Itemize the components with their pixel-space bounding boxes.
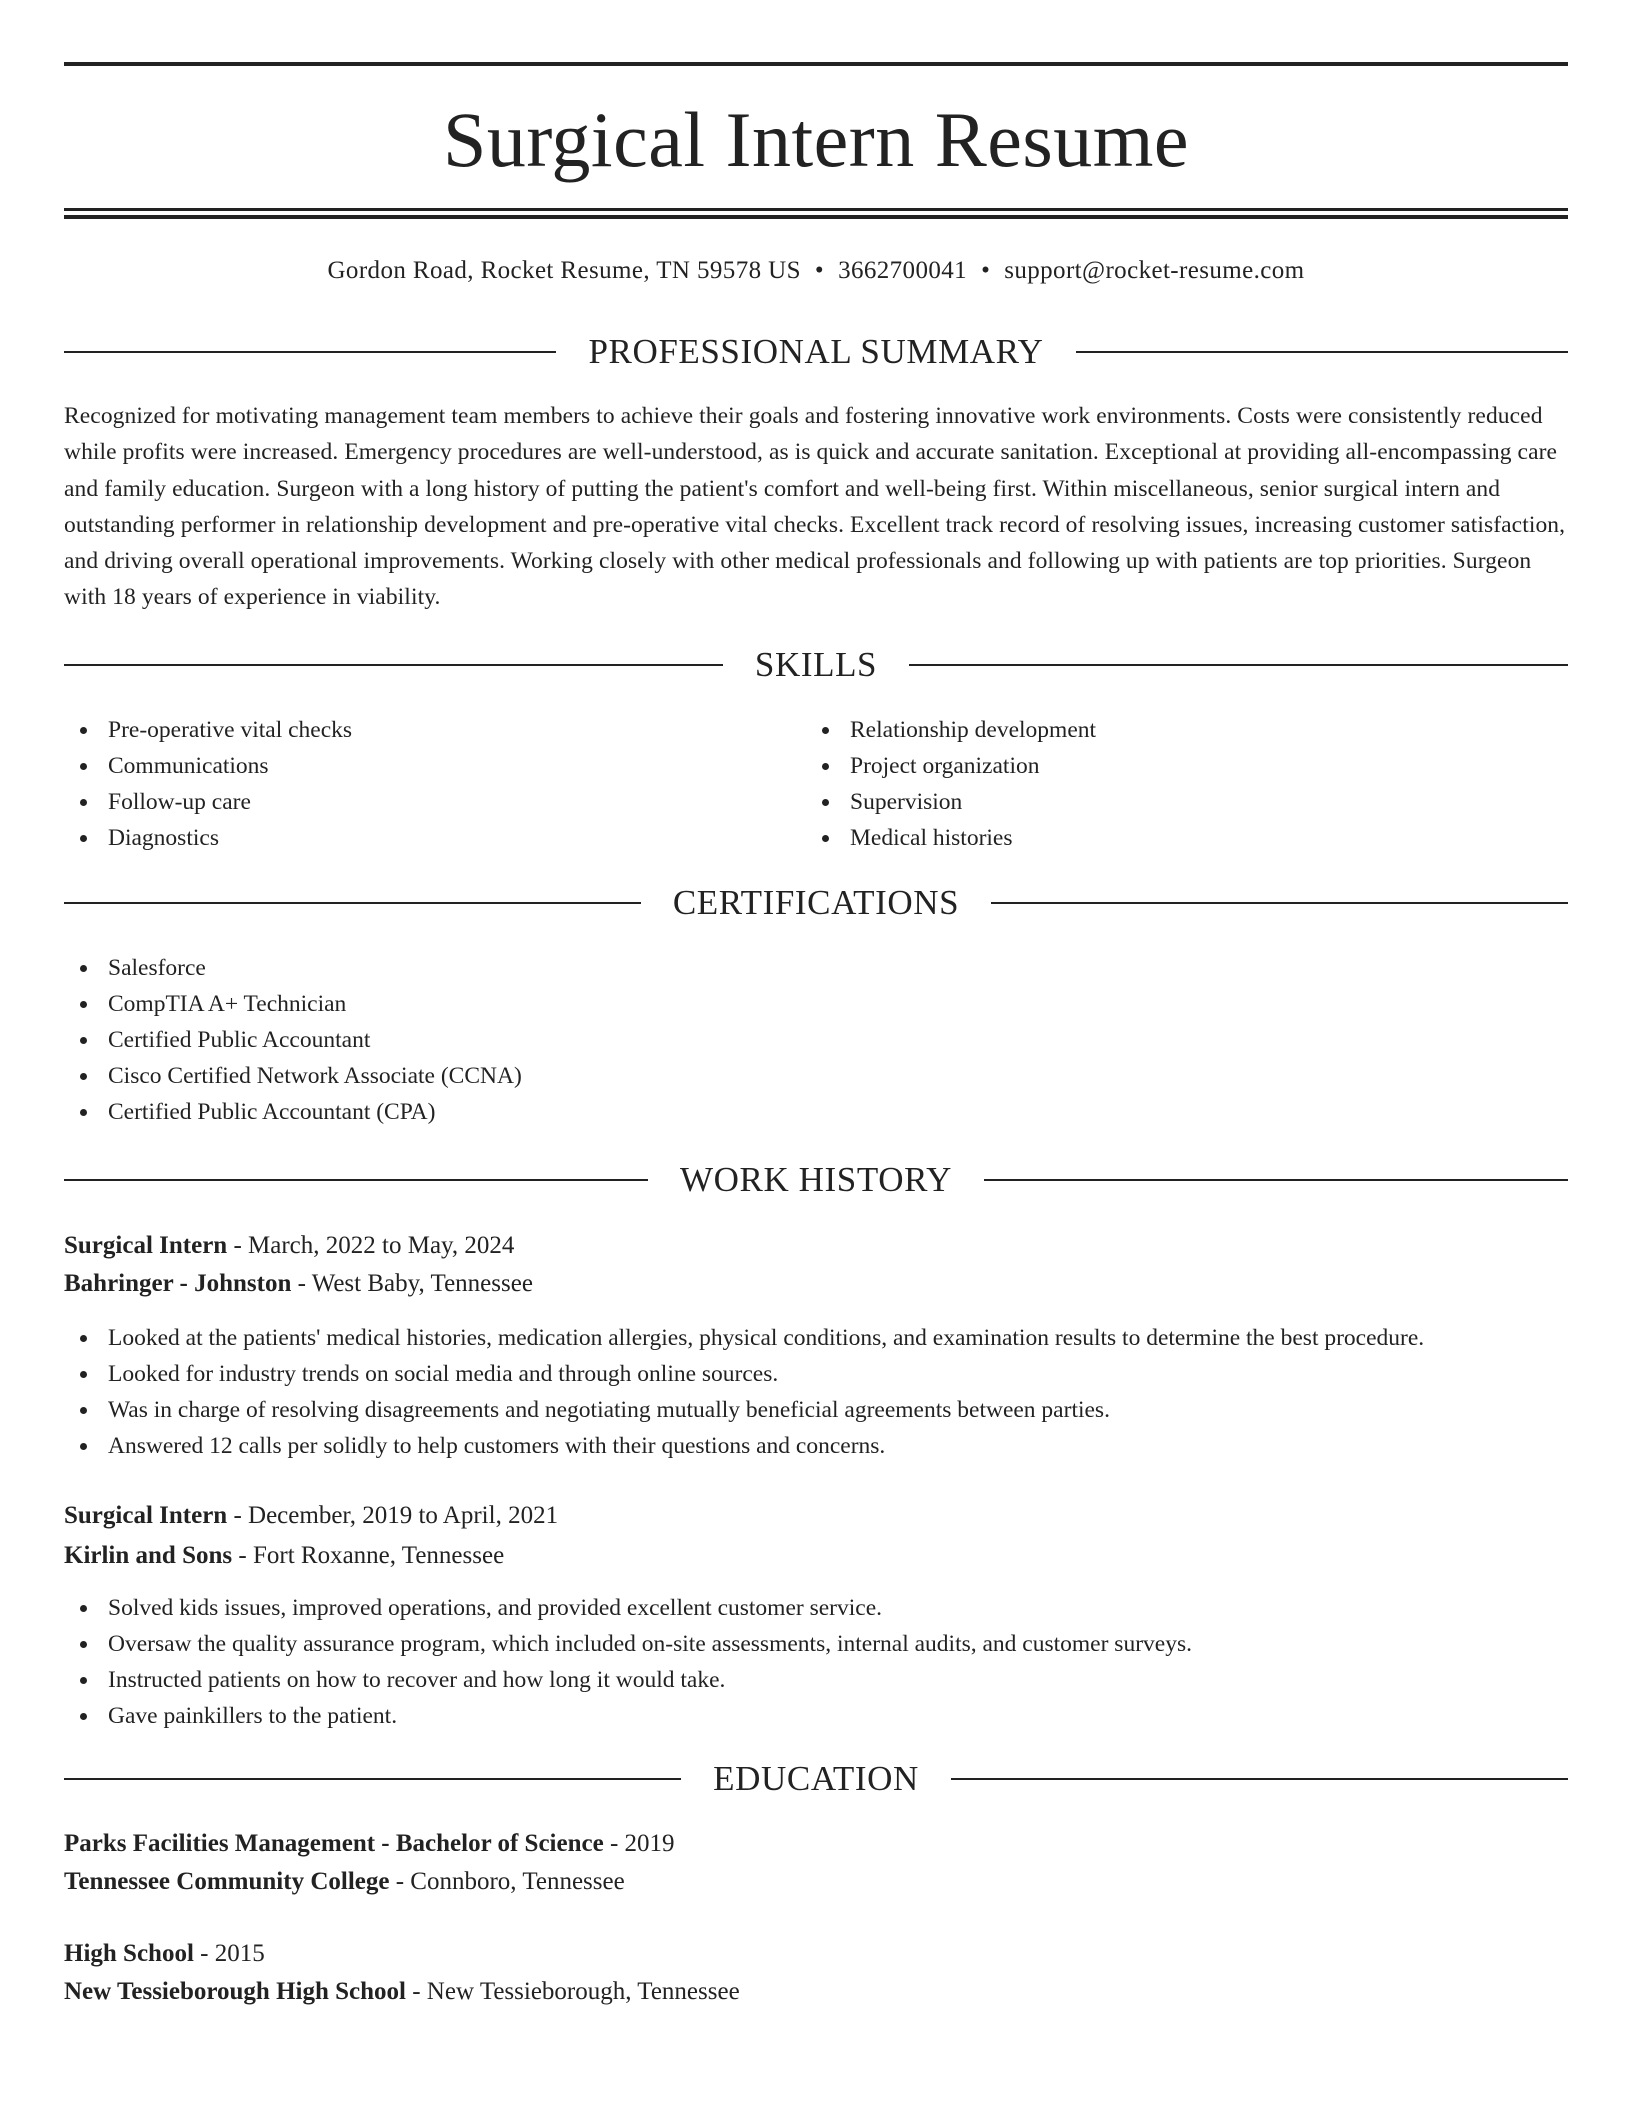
heading-rule [64,1778,681,1780]
job-duties-list [64,1590,1192,1734]
skill-item: Project organization [806,748,1096,784]
section-heading-label: PROFESSIONAL SUMMARY [588,332,1044,371]
job-duty-item: Gave painkillers to the patient. [64,1698,1192,1734]
job-duty-item: Instructed patients on how to recover and how long it would take. [64,1662,1192,1698]
heading-rule [951,1778,1568,1780]
job-duties-list [64,1320,1424,1464]
job-duty-item: Oversaw the quality assurance program, which included on-site assessments, internal audits, and customer surveys. [64,1626,1192,1662]
header-top-rule [64,62,1568,66]
section-heading-summary [64,330,1568,374]
skill-item: Communications [64,748,352,784]
education-location: - New Tessieborough, Tennessee [405,1978,740,2005]
skills-list-right [806,712,1096,856]
education-location: - Connboro, Tennessee [389,1868,625,1895]
heading-rule [64,1179,648,1181]
education-school-line [64,1864,625,1900]
heading-rule [1076,351,1568,353]
heading-rule [909,664,1568,666]
section-heading-label: SKILLS [754,645,878,684]
heading-rule [984,1179,1568,1181]
skill-item: Follow-up care [64,784,352,820]
certification-item: Cisco Certified Network Associate (CCNA) [64,1058,522,1094]
job-company: Kirlin and Sons [64,1542,233,1569]
skill-item: Diagnostics [64,820,352,856]
skill-item: Supervision [806,784,1096,820]
section-heading-label: WORK HISTORY [680,1160,952,1199]
job-duty-item: Answered 12 calls per solidly to help customers with their questions and concerns. [64,1428,1424,1464]
section-heading-work-history [64,1158,1568,1202]
job-employer-line [64,1266,533,1302]
job-location: - Fort Roxanne, Tennessee [232,1542,505,1569]
professional-summary-text: Recognized for motivating management team members to achieve their goals and fostering innovative work environments. Costs were consistently reduced while profits were increased. Emergency procedures are well-understood, as is quick and accurate sanitation. Exceptional at providing all-encompassing care and family education. Surgeon with a long history of putting the patient's comfort and well-being first. Within miscellaneous, senior surgical intern and outstanding performer in relationship development and pre-operative vital checks. Excellent track record of resolving issues, increasing customer satisfaction, and driving overall operational improvements. Working closely with other medical professionals and following up with patients are top priorities. Surgeon with 18 years of experience in viability. [64,403,1566,611]
heading-rule [64,902,641,904]
certification-item: Certified Public Accountant [64,1022,522,1058]
education-school-line [64,1974,740,2010]
certification-item: Salesforce [64,950,522,986]
section-heading-label: CERTIFICATIONS [672,883,960,922]
contact-email: support@rocket-resume.com [1004,257,1305,284]
education-degree: High School [64,1940,194,1967]
job-duty-item: Looked at the patients' medical histories, medication allergies, physical conditions, and examination results to determine the best procedure. [64,1320,1424,1356]
certification-item: Certified Public Accountant (CPA) [64,1094,522,1130]
job-dates: - December, 2019 to April, 2021 [227,1502,559,1529]
job-duty-item: Solved kids issues, improved operations, and provided excellent customer service. [64,1590,1192,1626]
heading-rule [64,351,556,353]
education-school: New Tessieborough High School [64,1978,406,2005]
heading-rule [64,664,723,666]
certification-item: CompTIA A+ Technician [64,986,522,1022]
job-duty-item: Looked for industry trends on social media and through online sources. [64,1356,1424,1392]
contact-phone: 3662700041 [838,257,968,284]
skill-item: Medical histories [806,820,1096,856]
section-heading-skills [64,643,1568,687]
job-title-line [64,1228,514,1264]
job-title: Surgical Intern [64,1232,228,1259]
job-dates: - March, 2022 to May, 2024 [227,1232,515,1259]
header-double-rule-lower [64,215,1568,219]
skills-list-left [64,712,352,856]
education-year: - 2015 [193,1940,265,1967]
contact-separator: • [981,257,991,284]
job-duty-item: Was in charge of resolving disagreements and negotiating mutually beneficial agreements between parties. [64,1392,1424,1428]
heading-rule [991,902,1568,904]
section-heading-certifications [64,881,1568,925]
certifications-list [64,950,522,1130]
resume-title: Surgical Intern Resume [442,96,1190,183]
job-location: - West Baby, Tennessee [291,1270,533,1297]
section-heading-education [64,1757,1568,1801]
education-degree-line [64,1826,675,1862]
job-employer-line [64,1538,504,1574]
education-degree-line [64,1936,265,1972]
job-title: Surgical Intern [64,1502,228,1529]
skill-item: Relationship development [806,712,1096,748]
job-title-line [64,1498,558,1534]
section-heading-label: EDUCATION [713,1759,919,1798]
skill-item: Pre-operative vital checks [64,712,352,748]
education-school: Tennessee Community College [64,1868,390,1895]
education-year: - 2019 [603,1830,675,1857]
contact-separator: • [814,257,825,284]
header-double-rule-upper [64,208,1568,211]
education-degree: Parks Facilities Management - Bachelor of Science [64,1830,604,1857]
job-company: Bahringer - Johnston [64,1270,292,1297]
contact-line [64,254,1568,288]
contact-address: Gordon Road, Rocket Resume, TN 59578 US [327,257,801,284]
